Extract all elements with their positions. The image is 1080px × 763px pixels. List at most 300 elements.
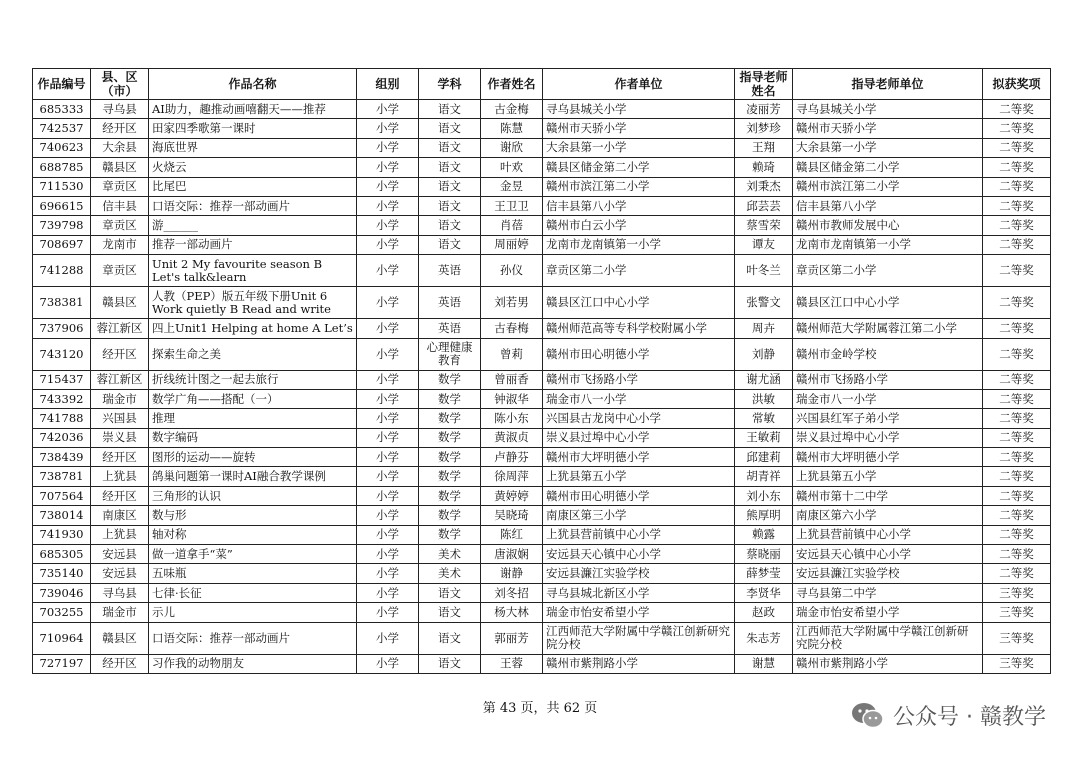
cell-subject: 语文 bbox=[419, 177, 481, 196]
cell-title: 鸽巢问题第一课时AI融合教学课例 bbox=[149, 467, 357, 486]
table-row bbox=[33, 319, 1051, 338]
cell-group: 小学 bbox=[357, 506, 419, 525]
cell-author: 钟淑华 bbox=[481, 389, 543, 408]
table-row bbox=[33, 338, 1051, 370]
cell-advisor: 邱芸芸 bbox=[735, 196, 793, 215]
cell-county: 瑞金市 bbox=[91, 389, 149, 408]
cell-advisor: 赖琦 bbox=[735, 158, 793, 177]
cell-author-unit: 信丰县第八小学 bbox=[543, 196, 735, 215]
cell-award: 二等奖 bbox=[983, 158, 1051, 177]
col-header-county: 县、区（市） bbox=[91, 69, 149, 100]
cell-advisor: 刘梦珍 bbox=[735, 119, 793, 138]
cell-advisor: 刘小东 bbox=[735, 486, 793, 505]
cell-author: 卢静芬 bbox=[481, 448, 543, 467]
cell-group: 小学 bbox=[357, 196, 419, 215]
cell-subject: 语文 bbox=[419, 583, 481, 602]
col-header-subject: 学科 bbox=[419, 69, 481, 100]
cell-author-unit: 赣县区江口中心小学 bbox=[543, 287, 735, 319]
cell-award: 二等奖 bbox=[983, 255, 1051, 287]
cell-group: 小学 bbox=[357, 622, 419, 654]
cell-group: 小学 bbox=[357, 319, 419, 338]
cell-advisor-unit: 龙南市龙南镇第一小学 bbox=[793, 235, 983, 254]
cell-id: 707564 bbox=[33, 486, 91, 505]
col-header-id: 作品编号 bbox=[33, 69, 91, 100]
cell-id: 741788 bbox=[33, 409, 91, 428]
cell-subject: 心理健康教育 bbox=[419, 338, 481, 370]
cell-county: 信丰县 bbox=[91, 196, 149, 215]
cell-advisor: 王翔 bbox=[735, 138, 793, 157]
cell-advisor-unit: 南康区第六小学 bbox=[793, 506, 983, 525]
cell-group: 小学 bbox=[357, 138, 419, 157]
cell-county: 章贡区 bbox=[91, 216, 149, 235]
table-row bbox=[33, 654, 1051, 673]
cell-title: 示儿 bbox=[149, 603, 357, 622]
cell-award: 二等奖 bbox=[983, 486, 1051, 505]
cell-id: 742036 bbox=[33, 428, 91, 447]
cell-award: 三等奖 bbox=[983, 654, 1051, 673]
cell-author-unit: 上犹县第五小学 bbox=[543, 467, 735, 486]
cell-subject: 英语 bbox=[419, 255, 481, 287]
cell-advisor-unit: 赣州师范大学附属蓉江第二小学 bbox=[793, 319, 983, 338]
cell-advisor-unit: 赣州市金岭学校 bbox=[793, 338, 983, 370]
cell-author: 陈慧 bbox=[481, 119, 543, 138]
cell-advisor-unit: 章贡区第二小学 bbox=[793, 255, 983, 287]
cell-id: 738781 bbox=[33, 467, 91, 486]
cell-county: 崇义县 bbox=[91, 428, 149, 447]
cell-id: 737906 bbox=[33, 319, 91, 338]
cell-author-unit: 赣州市大坪明德小学 bbox=[543, 448, 735, 467]
table-row bbox=[33, 467, 1051, 486]
cell-county: 赣县区 bbox=[91, 622, 149, 654]
cell-subject: 语文 bbox=[419, 654, 481, 673]
table-row bbox=[33, 506, 1051, 525]
cell-county: 经开区 bbox=[91, 486, 149, 505]
cell-author: 刘冬招 bbox=[481, 583, 543, 602]
cell-author-unit: 赣州市白云小学 bbox=[543, 216, 735, 235]
cell-group: 小学 bbox=[357, 370, 419, 389]
cell-advisor: 谢尤涵 bbox=[735, 370, 793, 389]
cell-county: 章贡区 bbox=[91, 255, 149, 287]
cell-county: 经开区 bbox=[91, 119, 149, 138]
cell-author: 谢静 bbox=[481, 564, 543, 583]
cell-advisor: 胡青祥 bbox=[735, 467, 793, 486]
cell-subject: 语文 bbox=[419, 119, 481, 138]
cell-advisor-unit: 崇义县过埠中心小学 bbox=[793, 428, 983, 447]
table-row bbox=[33, 177, 1051, 196]
cell-advisor-unit: 上犹县第五小学 bbox=[793, 467, 983, 486]
col-header-advisor: 指导老师姓名 bbox=[735, 69, 793, 100]
cell-award: 二等奖 bbox=[983, 389, 1051, 408]
cell-award: 二等奖 bbox=[983, 338, 1051, 370]
cell-title: 比尾巴 bbox=[149, 177, 357, 196]
cell-award: 三等奖 bbox=[983, 583, 1051, 602]
table-header-row bbox=[33, 69, 1051, 100]
cell-award: 二等奖 bbox=[983, 177, 1051, 196]
cell-group: 小学 bbox=[357, 603, 419, 622]
cell-subject: 语文 bbox=[419, 158, 481, 177]
watermark bbox=[851, 700, 1046, 731]
cell-advisor-unit: 赣州市天骄小学 bbox=[793, 119, 983, 138]
cell-title: 田家四季歌第一课时 bbox=[149, 119, 357, 138]
cell-author: 肖蓓 bbox=[481, 216, 543, 235]
cell-author: 陈红 bbox=[481, 525, 543, 544]
cell-subject: 数学 bbox=[419, 486, 481, 505]
watermark-text: 公众号 · 赣教学 bbox=[893, 705, 1046, 730]
cell-subject: 语文 bbox=[419, 216, 481, 235]
cell-advisor: 邱建莉 bbox=[735, 448, 793, 467]
table-row bbox=[33, 255, 1051, 287]
cell-title: 游______ bbox=[149, 216, 357, 235]
cell-advisor: 熊厚明 bbox=[735, 506, 793, 525]
cell-award: 二等奖 bbox=[983, 235, 1051, 254]
cell-author-unit: 赣州师范高等专科学校附属小学 bbox=[543, 319, 735, 338]
cell-advisor: 叶冬兰 bbox=[735, 255, 793, 287]
cell-award: 二等奖 bbox=[983, 525, 1051, 544]
cell-subject: 语文 bbox=[419, 622, 481, 654]
cell-title: 图形的运动——旋转 bbox=[149, 448, 357, 467]
cell-advisor-unit: 信丰县第八小学 bbox=[793, 196, 983, 215]
cell-advisor-unit: 赣州市紫荆路小学 bbox=[793, 654, 983, 673]
cell-id: 743392 bbox=[33, 389, 91, 408]
cell-title: 人教（PEP）版五年级下册Unit 6 Work quietly B Read and write bbox=[149, 287, 357, 319]
col-header-group: 组别 bbox=[357, 69, 419, 100]
cell-id: 727197 bbox=[33, 654, 91, 673]
cell-group: 小学 bbox=[357, 564, 419, 583]
cell-title: 折线统计图之一起去旅行 bbox=[149, 370, 357, 389]
cell-subject: 美术 bbox=[419, 545, 481, 564]
cell-group: 小学 bbox=[357, 100, 419, 119]
cell-author-unit: 瑞金市八一小学 bbox=[543, 389, 735, 408]
cell-title: AI助力，趣推动画嘻翻天——推荐 bbox=[149, 100, 357, 119]
cell-id: 743120 bbox=[33, 338, 91, 370]
cell-author-unit: 赣州市飞扬路小学 bbox=[543, 370, 735, 389]
cell-advisor-unit: 赣州市滨江第二小学 bbox=[793, 177, 983, 196]
cell-author-unit: 赣县区储金第二小学 bbox=[543, 158, 735, 177]
cell-title: Unit 2 My favourite season B Let's talk&learn bbox=[149, 255, 357, 287]
table-row bbox=[33, 235, 1051, 254]
cell-advisor: 赖露 bbox=[735, 525, 793, 544]
cell-subject: 数学 bbox=[419, 506, 481, 525]
cell-advisor-unit: 江西师范大学附属中学赣江创新研究院分校 bbox=[793, 622, 983, 654]
table-row bbox=[33, 603, 1051, 622]
cell-award: 二等奖 bbox=[983, 506, 1051, 525]
cell-id: 688785 bbox=[33, 158, 91, 177]
cell-subject: 英语 bbox=[419, 319, 481, 338]
col-header-award: 拟获奖项 bbox=[983, 69, 1051, 100]
cell-advisor-unit: 赣州市飞扬路小学 bbox=[793, 370, 983, 389]
cell-advisor: 谭友 bbox=[735, 235, 793, 254]
cell-id: 715437 bbox=[33, 370, 91, 389]
cell-id: 685305 bbox=[33, 545, 91, 564]
cell-award: 二等奖 bbox=[983, 564, 1051, 583]
cell-group: 小学 bbox=[357, 158, 419, 177]
cell-title: 数学广角——搭配（一） bbox=[149, 389, 357, 408]
cell-id: 735140 bbox=[33, 564, 91, 583]
cell-subject: 数学 bbox=[419, 467, 481, 486]
cell-group: 小学 bbox=[357, 654, 419, 673]
table-row bbox=[33, 486, 1051, 505]
col-header-title: 作品名称 bbox=[149, 69, 357, 100]
cell-award: 二等奖 bbox=[983, 138, 1051, 157]
cell-id: 738014 bbox=[33, 506, 91, 525]
table-row bbox=[33, 287, 1051, 319]
cell-author: 古春梅 bbox=[481, 319, 543, 338]
cell-advisor-unit: 赣州市教师发展中心 bbox=[793, 216, 983, 235]
cell-title: 习作我的动物朋友 bbox=[149, 654, 357, 673]
cell-subject: 语文 bbox=[419, 235, 481, 254]
cell-id: 708697 bbox=[33, 235, 91, 254]
cell-group: 小学 bbox=[357, 486, 419, 505]
table-row bbox=[33, 409, 1051, 428]
cell-group: 小学 bbox=[357, 287, 419, 319]
cell-county: 赣县区 bbox=[91, 158, 149, 177]
cell-author: 吴晓琦 bbox=[481, 506, 543, 525]
cell-author: 徐周萍 bbox=[481, 467, 543, 486]
cell-advisor: 凌丽芳 bbox=[735, 100, 793, 119]
cell-advisor: 洪敏 bbox=[735, 389, 793, 408]
cell-group: 小学 bbox=[357, 583, 419, 602]
cell-title: 推荐一部动画片 bbox=[149, 235, 357, 254]
cell-author: 谢欣 bbox=[481, 138, 543, 157]
cell-author: 古金梅 bbox=[481, 100, 543, 119]
cell-advisor-unit: 赣县区储金第二小学 bbox=[793, 158, 983, 177]
cell-author: 郭丽芳 bbox=[481, 622, 543, 654]
cell-author: 孙仪 bbox=[481, 255, 543, 287]
cell-author-unit: 寻乌县城北新区小学 bbox=[543, 583, 735, 602]
cell-id: 740623 bbox=[33, 138, 91, 157]
award-table-container bbox=[32, 68, 1050, 674]
cell-county: 寻乌县 bbox=[91, 583, 149, 602]
cell-group: 小学 bbox=[357, 467, 419, 486]
col-header-advisor-unit: 指导老师单位 bbox=[793, 69, 983, 100]
cell-county: 大余县 bbox=[91, 138, 149, 157]
table-row bbox=[33, 389, 1051, 408]
cell-advisor: 周卉 bbox=[735, 319, 793, 338]
cell-author-unit: 寻乌县城关小学 bbox=[543, 100, 735, 119]
cell-advisor: 薛梦莹 bbox=[735, 564, 793, 583]
cell-award: 三等奖 bbox=[983, 622, 1051, 654]
cell-advisor-unit: 赣州市第十二中学 bbox=[793, 486, 983, 505]
cell-county: 经开区 bbox=[91, 448, 149, 467]
cell-subject: 美术 bbox=[419, 564, 481, 583]
cell-author-unit: 崇义县过埠中心小学 bbox=[543, 428, 735, 447]
table-row bbox=[33, 448, 1051, 467]
table-row bbox=[33, 216, 1051, 235]
cell-id: 739798 bbox=[33, 216, 91, 235]
cell-title: 火烧云 bbox=[149, 158, 357, 177]
table-row bbox=[33, 545, 1051, 564]
cell-advisor: 刘静 bbox=[735, 338, 793, 370]
cell-county: 安远县 bbox=[91, 545, 149, 564]
cell-advisor-unit: 赣县区江口中心小学 bbox=[793, 287, 983, 319]
cell-advisor: 王敏莉 bbox=[735, 428, 793, 447]
cell-county: 赣县区 bbox=[91, 287, 149, 319]
cell-author-unit: 大余县第一小学 bbox=[543, 138, 735, 157]
wechat-icon bbox=[851, 701, 885, 731]
table-row bbox=[33, 100, 1051, 119]
cell-author: 唐淑娴 bbox=[481, 545, 543, 564]
cell-advisor: 张警文 bbox=[735, 287, 793, 319]
cell-author-unit: 赣州市天骄小学 bbox=[543, 119, 735, 138]
cell-county: 上犹县 bbox=[91, 467, 149, 486]
cell-group: 小学 bbox=[357, 255, 419, 287]
table-row bbox=[33, 138, 1051, 157]
cell-author: 周丽婷 bbox=[481, 235, 543, 254]
cell-group: 小学 bbox=[357, 525, 419, 544]
cell-award: 二等奖 bbox=[983, 196, 1051, 215]
col-header-author-unit: 作者单位 bbox=[543, 69, 735, 100]
page-number: 第 43 页，共 62 页 bbox=[482, 701, 598, 716]
cell-award: 二等奖 bbox=[983, 370, 1051, 389]
cell-group: 小学 bbox=[357, 409, 419, 428]
cell-title: 四上Unit1 Helping at home A Let’s bbox=[149, 319, 357, 338]
cell-title: 做一道拿手“菜” bbox=[149, 545, 357, 564]
cell-subject: 数学 bbox=[419, 428, 481, 447]
cell-author: 杨大林 bbox=[481, 603, 543, 622]
cell-advisor-unit: 上犹县营前镇中心小学 bbox=[793, 525, 983, 544]
table-row bbox=[33, 196, 1051, 215]
cell-author: 金昱 bbox=[481, 177, 543, 196]
cell-author-unit: 章贡区第二小学 bbox=[543, 255, 735, 287]
cell-subject: 语文 bbox=[419, 196, 481, 215]
table-row bbox=[33, 370, 1051, 389]
cell-county: 兴国县 bbox=[91, 409, 149, 428]
cell-author-unit: 南康区第三小学 bbox=[543, 506, 735, 525]
cell-author: 王蓉 bbox=[481, 654, 543, 673]
cell-advisor-unit: 瑞金市怡安希望小学 bbox=[793, 603, 983, 622]
cell-author-unit: 安远县濂江实验学校 bbox=[543, 564, 735, 583]
cell-id: 703255 bbox=[33, 603, 91, 622]
table-row bbox=[33, 622, 1051, 654]
cell-group: 小学 bbox=[357, 235, 419, 254]
cell-group: 小学 bbox=[357, 177, 419, 196]
cell-county: 章贡区 bbox=[91, 177, 149, 196]
col-header-author: 作者姓名 bbox=[481, 69, 543, 100]
cell-subject: 语文 bbox=[419, 603, 481, 622]
cell-group: 小学 bbox=[357, 338, 419, 370]
cell-group: 小学 bbox=[357, 389, 419, 408]
cell-advisor-unit: 兴国县红军子弟小学 bbox=[793, 409, 983, 428]
cell-title: 口语交际：推荐一部动画片 bbox=[149, 622, 357, 654]
table-row bbox=[33, 583, 1051, 602]
cell-award: 二等奖 bbox=[983, 448, 1051, 467]
cell-group: 小学 bbox=[357, 448, 419, 467]
cell-id: 685333 bbox=[33, 100, 91, 119]
cell-title: 三角形的认识 bbox=[149, 486, 357, 505]
table-row bbox=[33, 119, 1051, 138]
cell-county: 蓉江新区 bbox=[91, 319, 149, 338]
cell-title: 数与形 bbox=[149, 506, 357, 525]
cell-author: 刘若男 bbox=[481, 287, 543, 319]
cell-advisor: 蔡雪荣 bbox=[735, 216, 793, 235]
cell-id: 711530 bbox=[33, 177, 91, 196]
cell-id: 738439 bbox=[33, 448, 91, 467]
cell-advisor-unit: 寻乌县第二中学 bbox=[793, 583, 983, 602]
cell-advisor-unit: 安远县天心镇中心小学 bbox=[793, 545, 983, 564]
cell-author-unit: 兴国县古龙岗中心小学 bbox=[543, 409, 735, 428]
cell-award: 二等奖 bbox=[983, 545, 1051, 564]
cell-author-unit: 赣州市田心明德小学 bbox=[543, 486, 735, 505]
cell-id: 742537 bbox=[33, 119, 91, 138]
cell-award: 二等奖 bbox=[983, 428, 1051, 447]
cell-advisor-unit: 安远县濂江实验学校 bbox=[793, 564, 983, 583]
cell-county: 经开区 bbox=[91, 338, 149, 370]
cell-advisor: 谢慧 bbox=[735, 654, 793, 673]
cell-title: 七律·长征 bbox=[149, 583, 357, 602]
cell-advisor-unit: 寻乌县城关小学 bbox=[793, 100, 983, 119]
cell-author: 黄淑贞 bbox=[481, 428, 543, 447]
cell-subject: 数学 bbox=[419, 448, 481, 467]
cell-author-unit: 江西师范大学附属中学赣江创新研究院分校 bbox=[543, 622, 735, 654]
cell-title: 口语交际：推荐一部动画片 bbox=[149, 196, 357, 215]
cell-advisor: 李贤华 bbox=[735, 583, 793, 602]
cell-advisor-unit: 瑞金市八一小学 bbox=[793, 389, 983, 408]
cell-subject: 数学 bbox=[419, 370, 481, 389]
cell-advisor: 赵政 bbox=[735, 603, 793, 622]
cell-county: 蓉江新区 bbox=[91, 370, 149, 389]
cell-author-unit: 赣州市田心明德小学 bbox=[543, 338, 735, 370]
cell-author: 陈小东 bbox=[481, 409, 543, 428]
cell-author: 黄婷婷 bbox=[481, 486, 543, 505]
table-row bbox=[33, 564, 1051, 583]
cell-group: 小学 bbox=[357, 216, 419, 235]
cell-award: 二等奖 bbox=[983, 467, 1051, 486]
cell-author: 曾丽香 bbox=[481, 370, 543, 389]
cell-author-unit: 安远县天心镇中心小学 bbox=[543, 545, 735, 564]
cell-advisor: 蔡晓丽 bbox=[735, 545, 793, 564]
cell-subject: 数学 bbox=[419, 389, 481, 408]
cell-advisor: 刘秉杰 bbox=[735, 177, 793, 196]
cell-author-unit: 赣州市滨江第二小学 bbox=[543, 177, 735, 196]
cell-author-unit: 赣州市紫荆路小学 bbox=[543, 654, 735, 673]
cell-advisor: 常敏 bbox=[735, 409, 793, 428]
cell-group: 小学 bbox=[357, 119, 419, 138]
cell-id: 741930 bbox=[33, 525, 91, 544]
cell-county: 上犹县 bbox=[91, 525, 149, 544]
cell-county: 寻乌县 bbox=[91, 100, 149, 119]
cell-subject: 英语 bbox=[419, 287, 481, 319]
cell-subject: 数学 bbox=[419, 409, 481, 428]
cell-title: 轴对称 bbox=[149, 525, 357, 544]
cell-subject: 语文 bbox=[419, 100, 481, 119]
cell-group: 小学 bbox=[357, 428, 419, 447]
cell-award: 二等奖 bbox=[983, 409, 1051, 428]
cell-title: 数字编码 bbox=[149, 428, 357, 447]
award-table bbox=[32, 68, 1051, 674]
cell-author: 叶欢 bbox=[481, 158, 543, 177]
cell-id: 741288 bbox=[33, 255, 91, 287]
cell-group: 小学 bbox=[357, 545, 419, 564]
cell-advisor-unit: 赣州市大坪明德小学 bbox=[793, 448, 983, 467]
cell-subject: 数学 bbox=[419, 525, 481, 544]
cell-author-unit: 龙南市龙南镇第一小学 bbox=[543, 235, 735, 254]
table-row bbox=[33, 158, 1051, 177]
cell-award: 二等奖 bbox=[983, 216, 1051, 235]
cell-author: 曾莉 bbox=[481, 338, 543, 370]
cell-award: 二等奖 bbox=[983, 119, 1051, 138]
cell-county: 安远县 bbox=[91, 564, 149, 583]
cell-award: 二等奖 bbox=[983, 100, 1051, 119]
cell-id: 738381 bbox=[33, 287, 91, 319]
cell-advisor: 朱志芳 bbox=[735, 622, 793, 654]
cell-title: 推理 bbox=[149, 409, 357, 428]
cell-county: 瑞金市 bbox=[91, 603, 149, 622]
cell-title: 五味瓶 bbox=[149, 564, 357, 583]
cell-county: 南康区 bbox=[91, 506, 149, 525]
cell-author: 王卫卫 bbox=[481, 196, 543, 215]
cell-author-unit: 瑞金市怡安希望小学 bbox=[543, 603, 735, 622]
cell-id: 710964 bbox=[33, 622, 91, 654]
